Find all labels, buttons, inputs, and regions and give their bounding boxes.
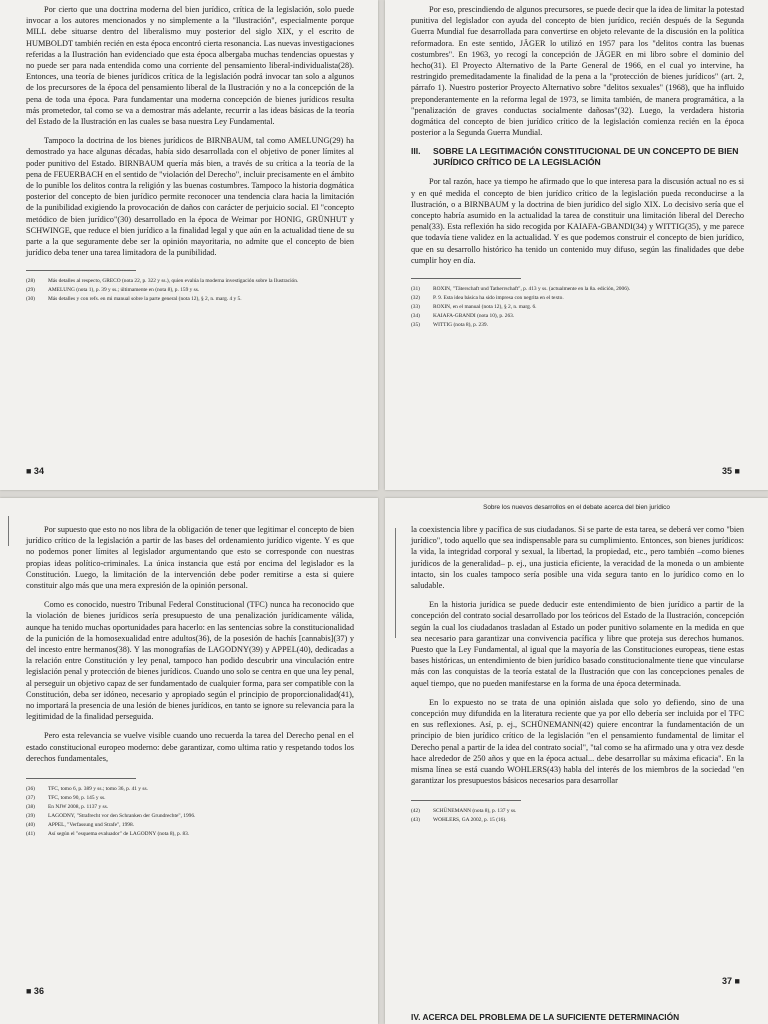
page-35	[385, 0, 768, 490]
footnote-text: TFC, tomo 90, p. 145 y ss.	[48, 795, 106, 802]
footnote-rule	[411, 278, 521, 279]
footnote-number: (33)	[411, 304, 420, 311]
footnote-text: Así según el "esquema evaluador" de LAGODNY (nota 8), p. 83.	[48, 831, 190, 838]
paragraph: Por supuesto que esto no nos libra de la obligación de tener que legitimar el concepto de bien jurídico crítico de la legislación a partir de las bases del ordenamiento jurídico vigente. Y es que no podemos poner límites al legislador argumentando que esto se corresponde con nuestras propias ideas político-criminales. La única instancia que está por encima del legislador es la Constitución. Luego, la limitación de la intervención debe poder remitirse a esta si quiere constituir algo más que una mera expresión de la opinión personal.	[26, 525, 354, 591]
footnote-rule	[26, 270, 136, 271]
footnote-text: WOHLERS, GA 2002, p. 15 (16).	[433, 817, 507, 824]
page-36	[0, 498, 378, 1024]
page-number: 37 ■	[722, 976, 740, 986]
footnote-text: Más detalles y con refs. en mi manual sobre la parte general (nota 12), § 2, n. marg. 4 y 5.	[48, 296, 242, 303]
footnote-number: (34)	[411, 313, 420, 320]
footnote	[411, 303, 744, 311]
footnote	[26, 821, 354, 829]
page-35-body	[411, 4, 744, 330]
footnote	[411, 807, 744, 815]
next-section-heading: IV. ACERCA DEL PROBLEMA DE LA SUFICIENTE DETERMINACIÓN	[411, 1012, 680, 1022]
section-heading	[411, 146, 744, 168]
binding-mark	[395, 528, 396, 638]
page-34-body	[26, 4, 354, 304]
footnote	[411, 321, 744, 329]
footnote-number: (40)	[26, 822, 35, 829]
footnote-number: (30)	[26, 296, 35, 303]
footnote-text: AMELUNG (nota 1), p. 39 y ss.; últimamente en (nota 8), p. 159 y ss.	[48, 287, 200, 294]
footnote-number: (31)	[411, 286, 420, 293]
footnote	[411, 294, 744, 302]
footnote	[26, 277, 354, 285]
footnote-number: (35)	[411, 322, 420, 329]
footnote-text: SCHÜNEMANN (nota 8), p. 137 y ss.	[433, 808, 517, 815]
footnote-number: (37)	[26, 795, 35, 802]
footnote	[26, 812, 354, 820]
footnote-number: (42)	[411, 808, 420, 815]
footnote-rule	[411, 800, 521, 801]
footnote-text: P. 9. Esta idea básica ha sido impresa con negrita en el texto.	[433, 295, 564, 302]
section-title: SOBRE LA LEGITIMACIÓN CONSTITUCIONAL DE UN CONCEPTO DE BIEN JURÍDICO CRÍTICO DE LA LEGISLACIÓN	[433, 146, 739, 168]
paragraph: Pero esta relevancia se vuelve visible cuando uno recuerda la tarea del Derecho penal en el estado constitucional europeo moderno: debe garantizar, como ultima ratio y respetando todos los derechos fundamentales,	[26, 731, 354, 763]
binding-mark	[8, 516, 9, 546]
footnote-number: (43)	[411, 817, 420, 824]
footnote	[26, 794, 354, 802]
footnote	[26, 295, 354, 303]
footnote-number: (39)	[26, 813, 35, 820]
footnote	[26, 286, 354, 294]
paragraph: Tampoco la doctrina de los bienes jurídicos de BIRNBAUM, tal como AMELUNG(29) ha demostrado ya hace algunas décadas, había sido desarrollada con el objetivo de poner límites al poder punitivo del Estado. BIRNBAUM quería más bien, a través de su crítica a la teoría de la pena de FEUERBACH en el sentido de "violación del Derecho", incluir precisamente en el ámbito de lo punible los delitos contra la religión y las buenas costumbres. Tampoco la historia dogmática posterior del concepto de bien jurídico permite reconocer una tendencia clara hacia la limitación de la punibilidad exigiendo la provocación de daños con carácter de perjuicio social. El "concepto metódico de bien jurídico"(30) desarrollado en la época de Weimar por HONIG, GRÜNHUT y SCHWINGE, que reduce el bien jurídico a la finalidad legal y que aún en la actualidad tiene de su parte a la que seguramente debe ser la opinión mayoritaria, no admite que el concepto de bien jurídico deba tener una tarea limitadora de la punibilidad.	[26, 136, 354, 258]
paragraph: la coexistencia libre y pacífica de sus ciudadanos. Si se parte de esta tarea, se deberá ver como "bien jurídico", todo aquello que sea indispensable para su cumplimiento. Entonces, son bienes jurídicos: la vida, la integridad corporal y sexual, la libertad, la propiedad, etc., pero también –como bienes jurídicos de la generalidad– p. ej., una justicia eficiente, la veracidad de la moneda o un ambiente intacto, sin los cuales tampoco sería posible una vida segura tanto en lo jurídico como en lo saludable.	[411, 525, 744, 591]
footnote-number: (36)	[26, 786, 35, 793]
paragraph: Por cierto que una doctrina moderna del bien jurídico, crítica de la legislación, solo puede invocar a los autores mencionados y no simplemente a la "Ilustración", especialmente porque MILL debe situarse dentro del liberalismo muy posterior del siglo XIX, y el escrito de HUMBOLDT también recién en esta época encontró cierta resonancia. Las nuevas investigaciones referidas a la Ilustración han evidenciado que esta época albergaba muchas tendencias opuestas y no puede ser para nada entendida como una corriente del pensamiento liberal-individualista(28). Entonces, una teoría de bienes jurídicos crítica de la legislación podrá invocar tan solo a algunos de los precursores de la época del pensamiento liberal de la Ilustración y no a la concepción de la pena de toda una época. Para fundamentar una moderna concepción de bienes jurídicos resulta más prometedor, tal como se va a demostrar más adelante, recurrir a las ideas básicas de la teoría del Estado de la Ilustración en las cuales se basa nuestra Ley Fundamental.	[26, 5, 354, 127]
footnote	[26, 785, 354, 793]
footnote-text: TFC, tomo 6, p. 389 y ss.; tomo 36, p. 41 y ss.	[48, 786, 148, 793]
page-37	[385, 498, 768, 1024]
page-34	[0, 0, 378, 490]
paragraph: Como es conocido, nuestro Tribunal Federal Constitucional (TFC) nunca ha reconocido que la violación de bienes jurídicos sería presupuesto de una penalización jurídicamente válida, aunque ha tenido muchas oportunidades para hacerlo: en las sentencias sobre la constitucionalidad de la punición de la homosexualidad entre adultos(36), de la posesión de hachís [cannabis](37) y del incesto entre hermanos(38). Y las monografías de LAGODNY(39) y APPEL(40), dedicadas a la relación entre Constitución y ley penal, tampoco han podido descubrir una vinculación entre legislación penal y protección de bienes jurídicos. Cuando uno solo se centra en que una ley penal, al perseguir un objetivo capaz de ser fundamentado de cualquier forma, para ser compatible con la Constitución, deba ser idóneo, necesario y apropiado según el principio de proporcionalidad(41), no importará la presencia de una lesión de bienes jurídicos, en tanto se ignore su relevancia para la legitimidad de la finalidad perseguida.	[26, 600, 354, 722]
running-head: Sobre los nuevos desarrollos en el debate acerca del bien jurídico	[483, 504, 670, 511]
footnote-text: ROXIN, "Täterschaft und Tatherrschaft", p. 413 y ss. (actualmente en la 8a. edición, 2006).	[433, 286, 631, 293]
footnote-rule	[26, 778, 136, 779]
footnote-text: KAIAFA-GBANDI (nota 10), p. 263.	[433, 313, 515, 320]
footnote	[411, 285, 744, 293]
page-number: ■ 34	[26, 466, 44, 476]
page-37-body	[411, 524, 744, 825]
section-number: III.	[411, 146, 421, 157]
footnote	[411, 312, 744, 320]
paragraph: Por eso, prescindiendo de algunos precursores, se puede decir que la idea de limitar la potestad punitiva del legislador con ayuda del concepto de bien jurídico, recién después de la Segunda Guerra Mundial fue desarrollada para convertirse en objeto relevante de la discusión en la política reformadora. En este sentido, JÄGER lo utilizó en 1957 para los "delitos contra las buenas costumbres". En 1963, yo recogí la concepción de JÄGER en mi libro sobre el dominio del hecho(31). El Proyecto Alternativo de la Parte General de 1966, en el cual yo intervine, ha restringido premeditadamente la finalidad de la pena a la "protección de bienes jurídicos" (art. 2, párrafo 1). Nuestro posterior Proyecto Alternativo sobre "delitos sexuales" (1968), que ha influido preponderantemente en la reforma legal de 1973, se limita también, de manera programática, a la "penalización de graves conductas socialmente dañosas"(32). Luego, la verdadera historia dogmática del concepto de bien jurídico crítico de la legislación comienza recién en la época posterior a la Segunda Guerra Mundial.	[411, 5, 744, 138]
footnote	[411, 816, 744, 824]
footnote	[26, 830, 354, 838]
footnote-number: (41)	[26, 831, 35, 838]
footnote-number: (29)	[26, 287, 35, 294]
footnote-text: WITTIG (nota 8), p. 239.	[433, 322, 488, 329]
footnote-number: (28)	[26, 278, 35, 285]
paragraph: Por tal razón, hace ya tiempo he afirmado que lo que interesa para la discusión actual no es si y en qué medida el concepto de bien jurídico crítico de la legislación pueda reconducirse a la Ilustración, o a BIRNBAUM y la doctrina de bien jurídico del siglo XIX. Lo decisivo sería que el concepto habría asumido en la actualidad la tarea de constituir una limitación liberal del Derecho penal(33). Esta reflexión ha sido recogida por KAIAFA-GBANDI(34) y WITTIG(35), y me parece que todavía tiene validez en la actualidad. Y es que podemos construir el concepto de bien jurídico, que en su desarrollo histórico ha tenido un contenido muy difuso, según las finalidades que debe cumplir hoy en día.	[411, 177, 744, 265]
paragraph: En lo expuesto no se trata de una opinión aislada que solo yo defiendo, sino de una concepción muy difundida en la literatura reciente que ya por ello debería ser incluida por el TFC en sus reflexiones. Así, p. ej., SCHÜNEMANN(42) quiere encontrar la fundamentación de un principio de bien jurídico crítico de la legislación "en el pensamiento fundamental de limitar el Derecho penal a partir de la idea del contrato social", "tal como se ha afirmado una y otra vez desde hace alrededor de 250 años y que en la época actual... debe desarrollar su máxima eficacia". En la misma línea se está cuando WOHLERS(43) habla del interés de los miembros de la sociedad "en garantizar los presupuestos básicos necesarios para desarrollar	[411, 697, 744, 786]
page-36-body	[26, 524, 354, 839]
footnote-number: (38)	[26, 804, 35, 811]
footnote-text: En NJW 2008, p. 1137 y ss.	[48, 804, 109, 811]
footnote-text: ROXIN, en el manual (nota 12), § 2, n. marg. 6.	[433, 304, 537, 311]
footnote-number: (32)	[411, 295, 420, 302]
footnote-text: LAGODNY, "Strafrecht vor den Schranken der Grundrechte", 1996.	[48, 813, 196, 820]
footnote	[26, 803, 354, 811]
page-number: 35 ■	[722, 466, 740, 476]
paragraph: En la historia jurídica se puede deducir este entendimiento de bien jurídico a partir de la concepción del contrato social desarrollado por los teóricos del Estado de la Ilustración, concepción según la cual los ciudadanos trasladan al Estado un poder punitivo solamente en la medida en que sea necesario para garantizar una convivencia pacífica y libre que proteja sus derechos humanos. Puesto que la Ley Fundamental, al igual que la mayoría de las Constituciones europeas, tiene estas bases históricas, un entendimiento de bien jurídico basado constitucionalmente tiene que vincularse más con las conquistas de la teoría estatal de la Ilustración que con las concepciones penales de aquel tiempo, que no pueden manifestarse en la forma de una época determinada.	[411, 600, 744, 688]
footnote-text: Más detalles al respecto, GRECO (nota 22, p. 322 y ss.), quien evalúa la moderna investigación sobre la Ilustración.	[48, 278, 299, 285]
page-number: ■ 36	[26, 986, 44, 996]
footnote-text: APPEL, "Verfassung und Strafe", 1998.	[48, 822, 134, 829]
